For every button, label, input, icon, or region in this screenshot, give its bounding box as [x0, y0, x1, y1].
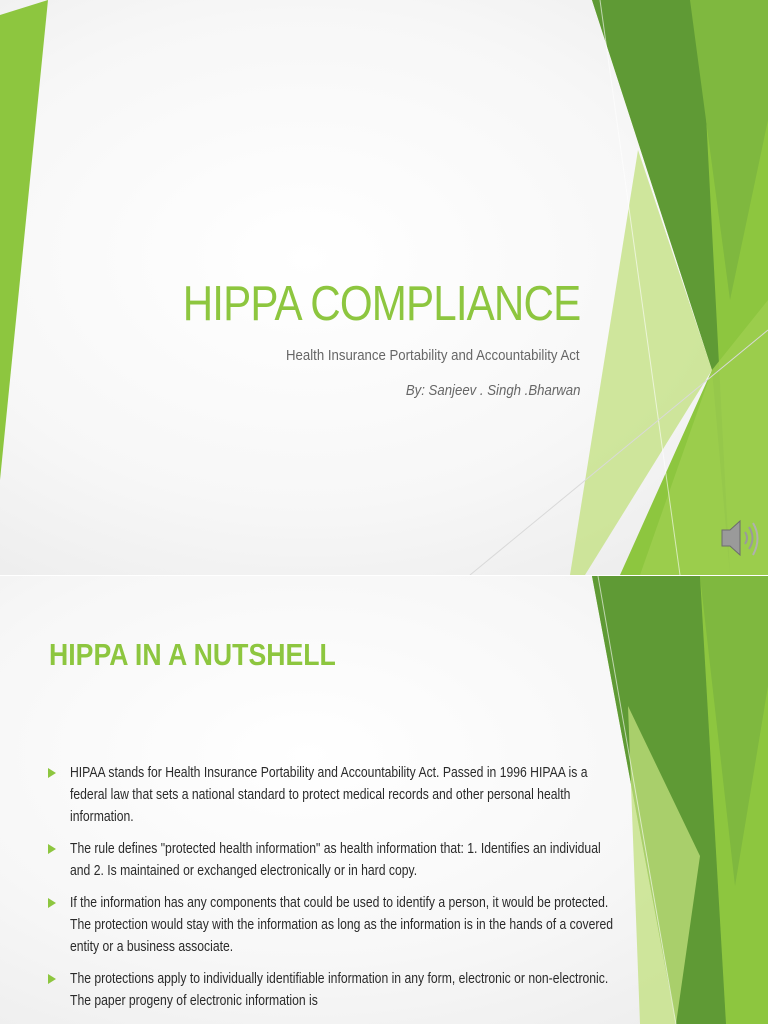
bullet-list	[48, 762, 618, 1022]
arrow-bullet-icon	[48, 768, 56, 778]
speaker-icon[interactable]	[718, 515, 762, 561]
bullet-text: The protections apply to individually identifiable information in any form, electronic or non-electronic. The paper progeny of electronic information is	[70, 971, 609, 1009]
author-byline: By: Sanjeev . Singh .Bharwan	[405, 382, 580, 399]
bullet-item	[48, 762, 618, 828]
arrow-bullet-icon	[48, 844, 56, 854]
bullet-text: HIPAA stands for Health Insurance Portability and Accountability Act. Passed in 1996 HIPAA is a federal law that sets a national standard to protect medical records and other personal health information.	[70, 765, 588, 825]
bullet-item	[48, 838, 618, 882]
arrow-bullet-icon	[48, 974, 56, 984]
bullet-item	[48, 968, 618, 1012]
left-accent-shape	[0, 0, 48, 480]
bullet-text: If the information has any components that could be used to identify a person, it would be protected. The protection would stay with the information as long as the information is in the hands of a covered entity or a business associate.	[70, 895, 613, 955]
slide-title: HIPPA COMPLIANCE	[182, 277, 580, 331]
slide-subtitle: Health Insurance Portability and Accountability Act	[286, 347, 580, 364]
bullet-item	[48, 892, 618, 958]
slide-heading: HIPPA IN A NUTSHELL	[49, 637, 336, 672]
arrow-bullet-icon	[48, 898, 56, 908]
bullet-text: The rule defines "protected health information" as health information that: 1. Identifies an individual and 2. Is maintained or exchanged electronically or in hard copy.	[70, 841, 601, 879]
